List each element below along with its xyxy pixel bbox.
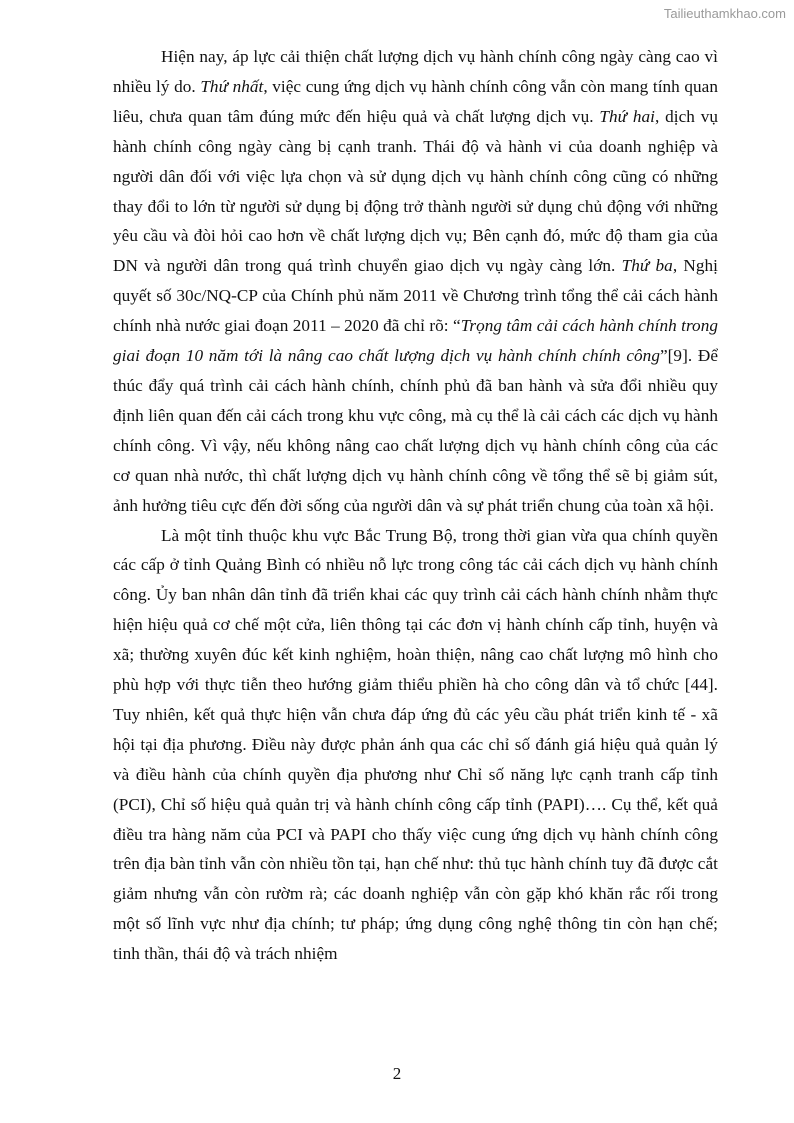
page-number: 2 — [392, 1064, 402, 1083]
paragraph-2: Là một tỉnh thuộc khu vực Bắc Trung Bộ, trong thời gian vừa qua chính quyền các cấp ở tỉnh Quảng Bình có nhiều nỗ lực trong công tác cải cách dịch vụ hành chính công. Ủy ban nhân dân tỉnh đã triển khai các quy trình cải cách hành chính nhằm thực hiện hiệu quả cơ chế một cửa, liên thông tại các đơn vị hành chính cấp tỉnh, huyện và xã; thường xuyên đúc kết kinh nghiệm, hoàn thiện, nâng cao chất lượng mô hình cho phù hợp với thực tiễn theo hướng giảm thiểu phiền hà cho công dân và tổ chức [44]. Tuy nhiên, kết quả thực hiện vẫn chưa đáp ứng đủ các yêu cầu phát triển kinh tế - xã hội tại địa phương. Điều này được phản ánh qua các chỉ số đánh giá hiệu quả quản lý và điều hành của chính quyền địa phương như Chỉ số năng lực cạnh tranh cấp tỉnh (PCI), Chỉ số hiệu quả quản trị và hành chính công cấp tỉnh (PAPI)…. Cụ thể, kết quả điều tra hàng năm của PCI và PAPI cho thấy việc cung ứng dịch vụ hành chính công trên địa bàn tỉnh vẫn còn nhiều tồn tại, hạn chế như: thủ tục hành chính tuy đã được cắt giảm nhưng vẫn còn rườm rà; các doanh nghiệp vẫn còn gặp khó khăn rắc rối trong một số lĩnh vực như địa chính; tư pháp; ứng dụng công nghệ thông tin còn hạn chế; tinh thần, thái độ và trách nhiệm — [113, 525, 718, 964]
paragraph-1-text-4: , Nghị quyết số 30c/NQ-CP của Chính phủ năm 2011 về Chương trình tổng thể cải cách hành chính nhà nước giai đoạn 2011 – 2020 đã chỉ rõ: “ — [113, 256, 718, 336]
document-body — [113, 42, 718, 969]
emphasis-third: Thứ ba — [621, 256, 673, 276]
paragraph-1-text-2: , việc cung ứng dịch vụ hành chính công vẫn còn mang tính quan liêu, chưa quan tâm đúng mức đến hiệu quả và chất lượng dịch vụ. — [113, 76, 719, 126]
emphasis-first: Thứ nhất — [200, 76, 264, 96]
paragraph-1 — [113, 42, 718, 521]
paragraph-1-text-3: , dịch vụ hành chính công ngày càng bị cạnh tranh. Thái độ và hành vi của doanh nghiệp và người dân đối với việc lựa chọn và sử dụng dịch vụ hành chính công cũng có những thay đổi to lớn từ người sử dụng bị động trở thành người sử dụng chủ động với những yêu cầu và đòi hỏi cao hơn về chất lượng dịch vụ; Bên cạnh đó, mức độ tham gia của DN và người dân trong quá trình chuyển giao dịch vụ ngày càng lớn. — [113, 106, 718, 276]
emphasis-second: Thứ hai — [599, 106, 655, 126]
paragraph-1-text-1: Hiện nay, áp lực cải thiện chất lượng dịch vụ hành chính công ngày càng cao vì nhiều lý do. — [113, 47, 718, 96]
quoted-resolution: Trọng tâm cải cách hành chính trong giai đoạn 10 năm tới là nâng cao chất lượng dịch vụ hành chính chính công — [113, 316, 718, 366]
paragraph-1-text-5: ”[9]. Để thúc đẩy quá trình cải cách hành chính, chính phủ đã ban hành và sửa đổi nhiều quy định liên quan đến cải cách trong khu vực công, mà cụ thể là cải cách các dịch vụ hành chính công. Vì vậy, nếu không nâng cao chất lượng dịch vụ hành chính công của các cơ quan nhà nước, thì chất lượng dịch vụ hành chính công về tổng thể sẽ bị giảm sút, ảnh hưởng tiêu cực đến đời sống của người dân và sự phát triển chung của toàn xã hội. — [113, 346, 718, 515]
watermark: Tailieuthamkhao.com — [663, 6, 786, 21]
